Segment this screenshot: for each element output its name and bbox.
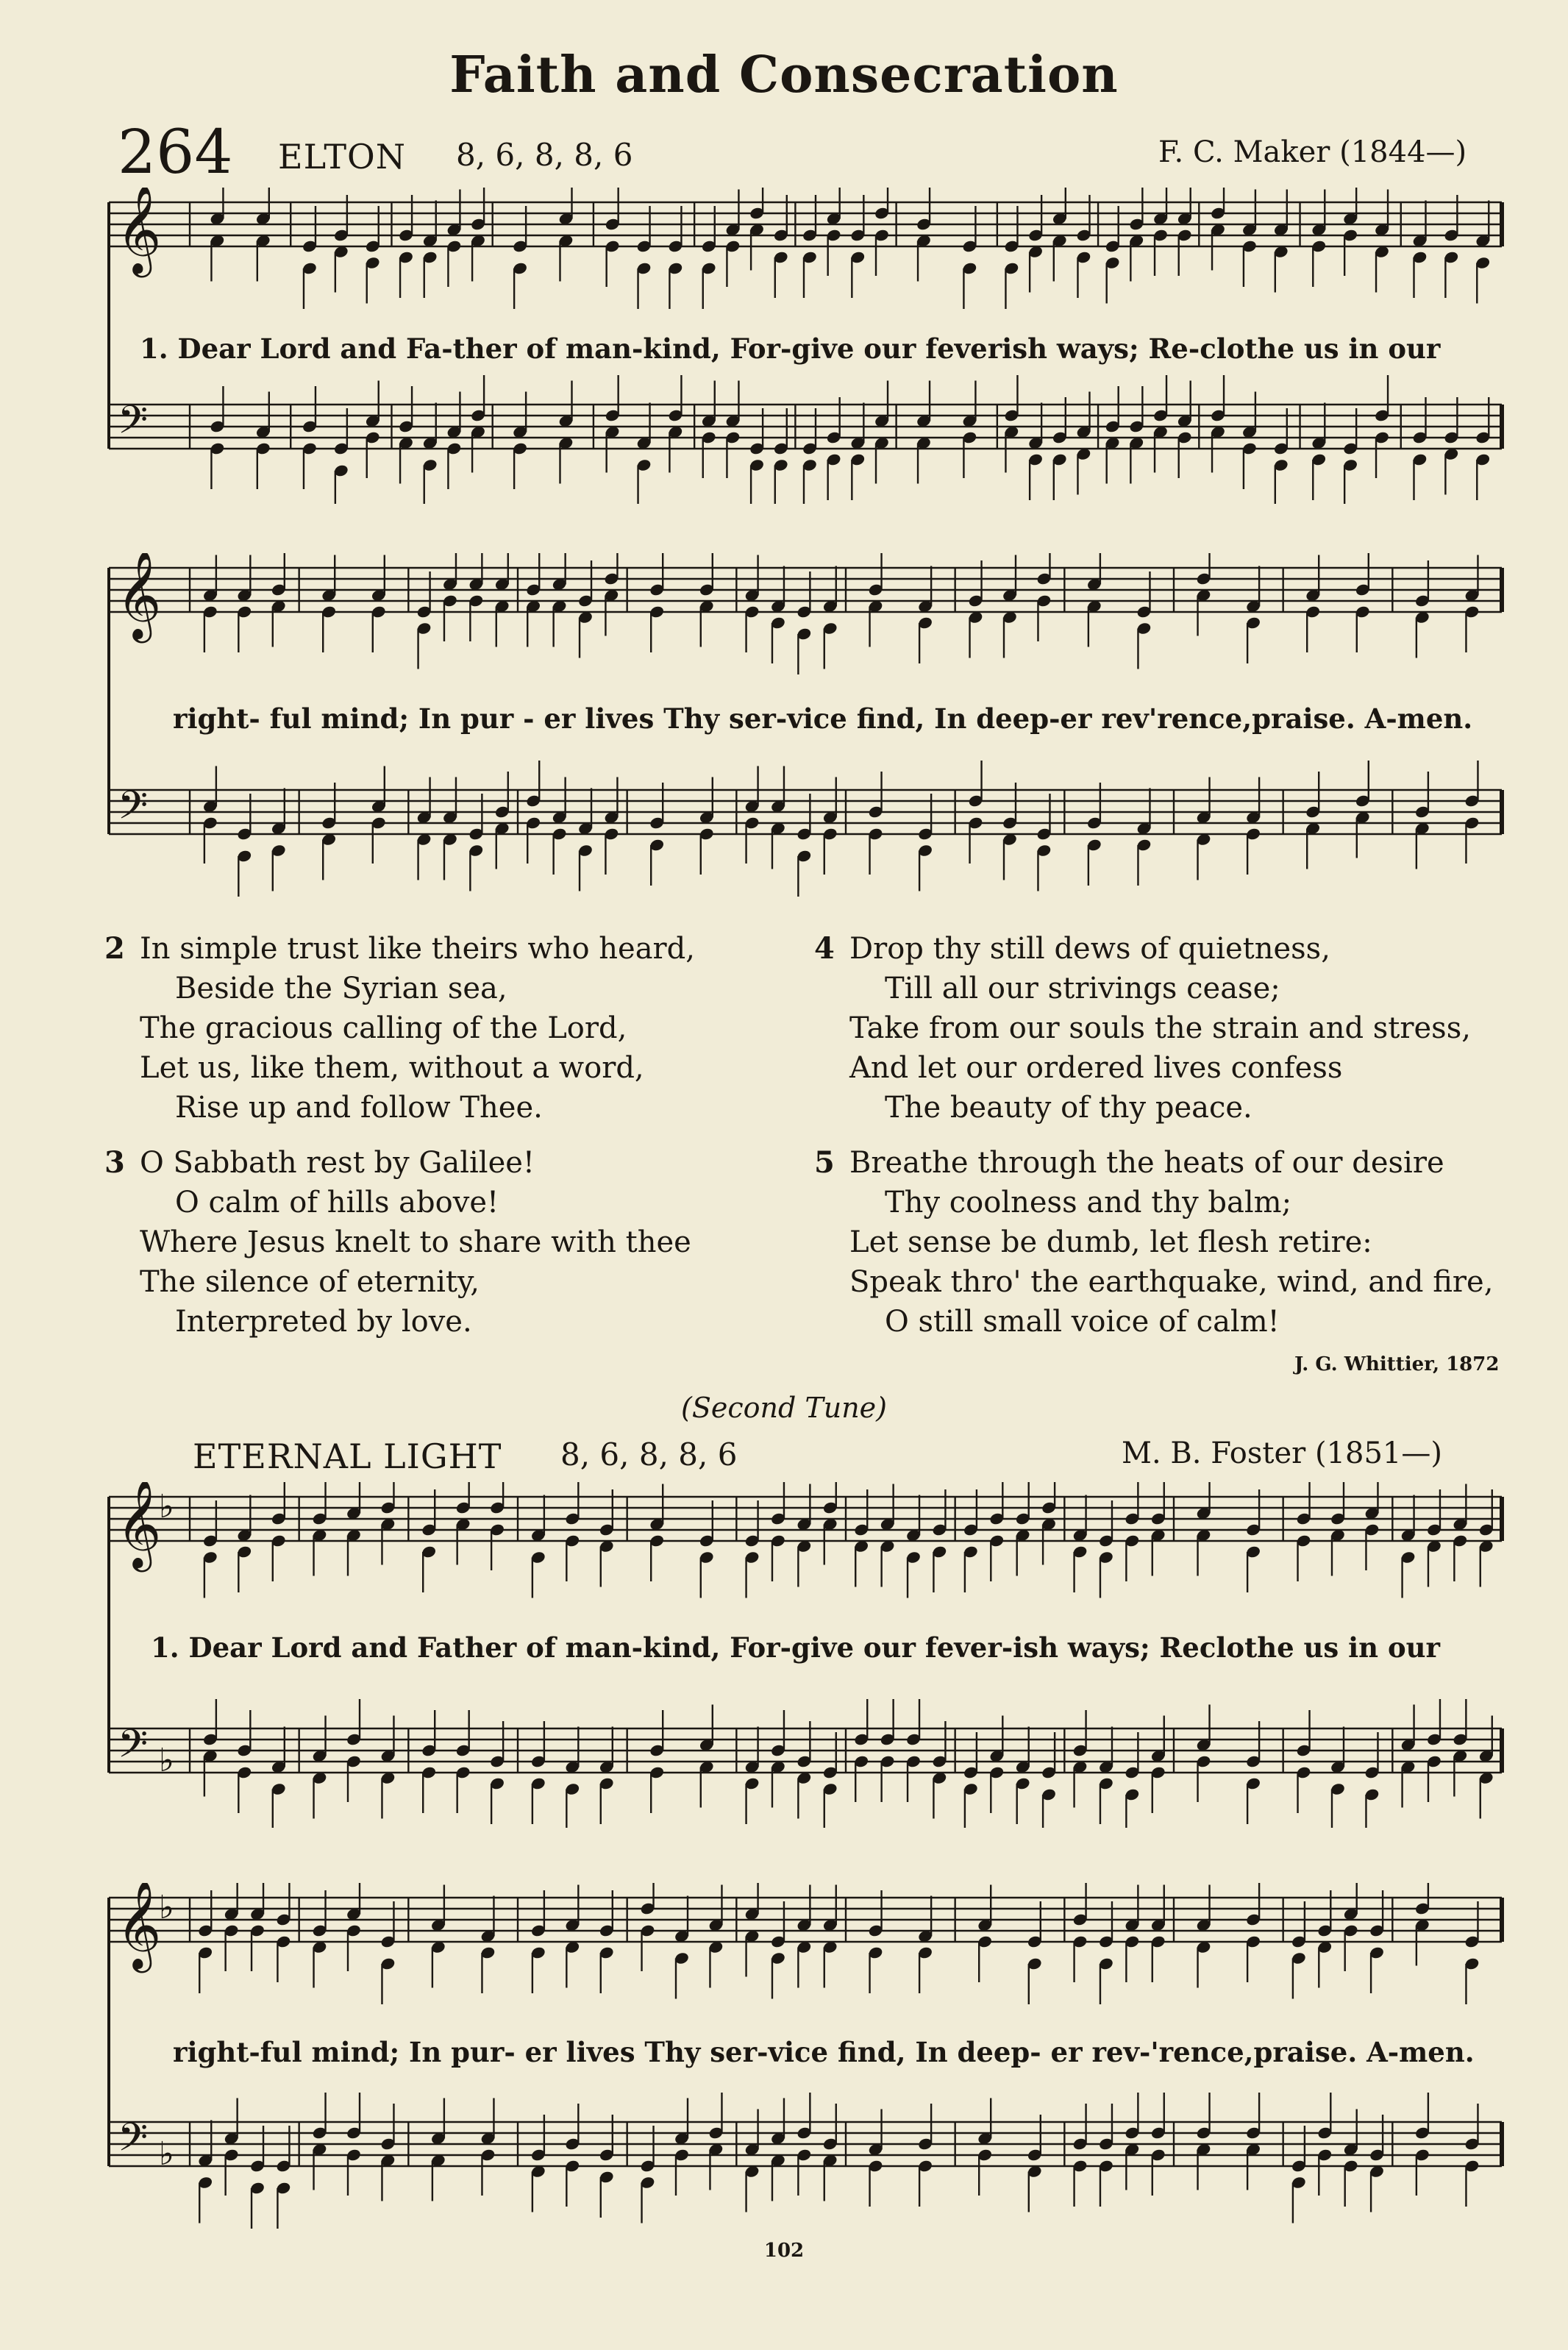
treble-clef-icon: 𝄞 xyxy=(116,188,162,274)
tune2-lyric-line-2: right-ful mind; In pur- er lives Thy ser-vice find, In deep- er rev-'rence,praise. A-men. xyxy=(173,2036,1475,2068)
tune2-meter: 8, 6, 8, 8, 6 xyxy=(560,1436,738,1473)
verse-line: Till all our strivings cease; xyxy=(885,972,1280,1005)
verse-line: In simple trust like theirs who heard, xyxy=(140,932,695,966)
flat-key-signature-icon: ♭ xyxy=(159,2135,174,2173)
second-tune-label: (Second Tune) xyxy=(681,1392,887,1424)
tune1-meter: 8, 6, 8, 8, 6 xyxy=(456,137,633,173)
bass-clef-icon: 𝄢 xyxy=(118,1722,149,1776)
verse-line: O still small voice of calm! xyxy=(885,1305,1280,1339)
verse-line: Speak thro' the earthquake, wind, and fire, xyxy=(849,1265,1494,1299)
flat-key-signature-icon: ♭ xyxy=(159,1742,174,1779)
verse-line: Rise up and follow Thee. xyxy=(175,1091,543,1125)
verse-3 xyxy=(104,1143,691,1342)
verse-number: 2 xyxy=(104,931,125,966)
bass-clef-icon: 𝄢 xyxy=(118,2115,149,2170)
verse-line: Take from our souls the strain and stress, xyxy=(849,1011,1471,1045)
tune2-name: ETERNAL LIGHT xyxy=(193,1436,502,1476)
verse-line: The beauty of thy peace. xyxy=(885,1091,1252,1125)
text-attribution: J. G. Whittier, 1872 xyxy=(1294,1353,1500,1375)
tune2-lyric-line-1: 1. Dear Lord and Father of man-kind, For-give our fever-ish ways; Reclothe us in our xyxy=(151,1631,1441,1664)
tune2-composer: M. B. Foster (1851—) xyxy=(1122,1436,1442,1470)
bass-clef-icon: 𝄢 xyxy=(118,398,149,452)
verse-line: Let sense be dumb, let flesh retire: xyxy=(849,1225,1372,1259)
verse-line: The gracious calling of the Lord, xyxy=(140,1011,627,1045)
verse-line: O calm of hills above! xyxy=(175,1186,499,1219)
treble-clef-icon: 𝄞 xyxy=(116,1482,162,1568)
verse-line: Thy coolness and thy balm; xyxy=(885,1186,1292,1219)
verse-line: And let our ordered lives confess xyxy=(849,1051,1343,1085)
verse-2 xyxy=(104,929,695,1128)
verse-line: The silence of eternity, xyxy=(140,1265,480,1299)
tune1-name: ELTON xyxy=(278,137,407,177)
verse-number: 3 xyxy=(104,1145,125,1180)
verse-4 xyxy=(814,929,1471,1128)
verse-line: Drop thy still dews of quietness, xyxy=(849,932,1330,966)
verse-line: Interpreted by love. xyxy=(175,1305,472,1339)
page-title: Faith and Consecration xyxy=(449,46,1119,104)
verse-number: 5 xyxy=(814,1145,835,1180)
verse-number: 4 xyxy=(814,931,835,966)
hymn-number: 264 xyxy=(118,118,233,188)
verse-5 xyxy=(814,1143,1494,1342)
tune1-lyric-line-1: 1. Dear Lord and Fa-ther of man-kind, For-give our feverish ways; Re-clothe us in our xyxy=(140,332,1441,365)
tune1-composer: F. C. Maker (1844—) xyxy=(1158,135,1467,169)
verse-line: O Sabbath rest by Galilee! xyxy=(140,1146,535,1180)
verse-line: Where Jesus knelt to share with thee xyxy=(140,1225,691,1259)
bass-clef-icon: 𝄢 xyxy=(118,783,149,838)
flat-key-signature-icon: ♭ xyxy=(159,1889,174,1926)
tune1-lyric-line-2: right- ful mind; In pur - er lives Thy ser-vice find, In deep-er rev'rence,praise. A-men. xyxy=(173,702,1473,735)
verse-line: Breathe through the heats of our desire xyxy=(849,1146,1444,1180)
verse-line: Let us, like them, without a word, xyxy=(140,1051,644,1085)
treble-clef-icon: 𝄞 xyxy=(116,1883,162,1969)
flat-key-signature-icon: ♭ xyxy=(159,1488,174,1525)
treble-clef-icon: 𝄞 xyxy=(116,553,162,639)
verse-line: Beside the Syrian sea, xyxy=(175,972,507,1005)
page-number: 102 xyxy=(763,2240,805,2262)
